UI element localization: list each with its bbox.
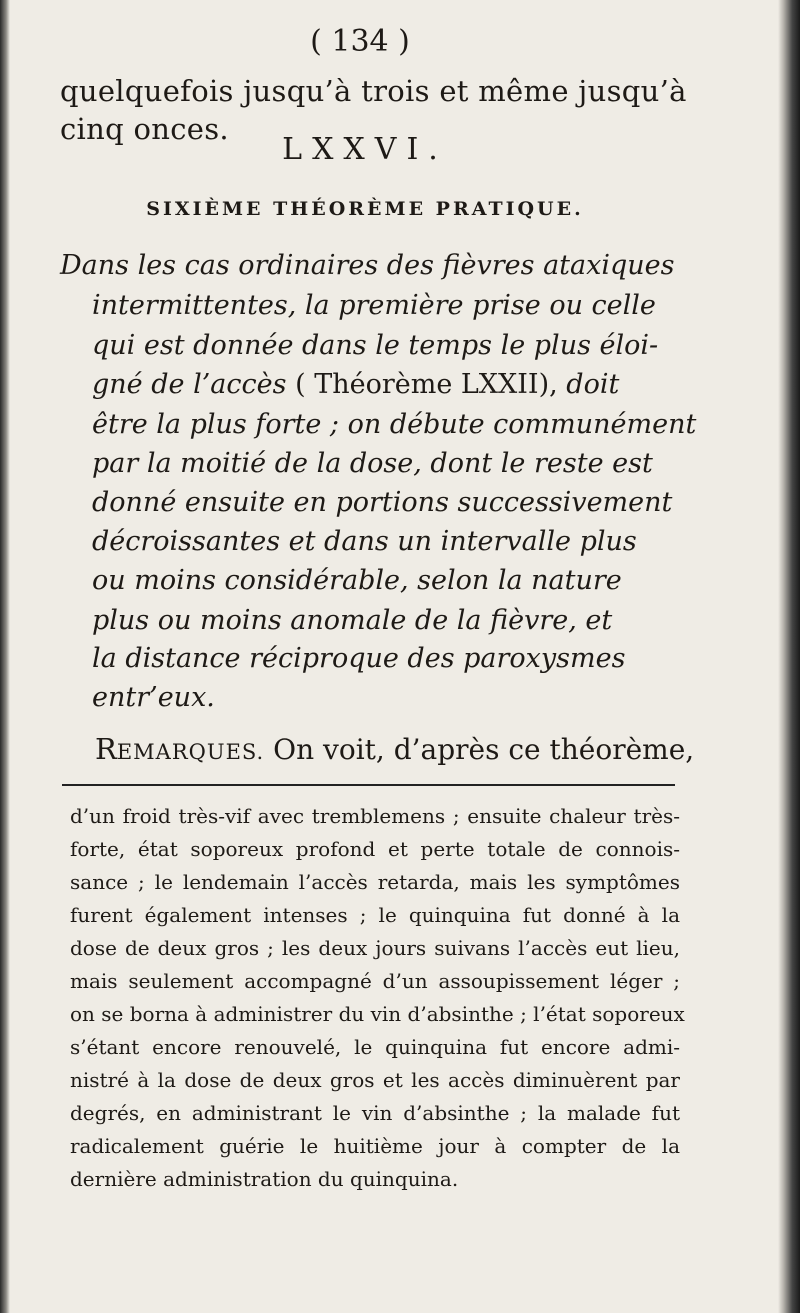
- footnote-line-1: d’un froid très-vif avec tremblemens ; ensuite chaleur très-: [70, 804, 680, 828]
- theorem-line-4-end: doit: [566, 369, 620, 400]
- theorem-line-7: donné ensuite en portions successivement: [92, 487, 673, 518]
- page-number: ( 134 ): [310, 24, 410, 59]
- footnote-line-2: forte, état soporeux profond et perte totale de connois-: [70, 837, 680, 861]
- footnote-line-10: degrés, en administrant le vin d’absinthe ; la malade fut: [70, 1101, 680, 1125]
- theorem-reference: ( Théorème LXXII),: [295, 369, 558, 400]
- footnote-rule: [62, 784, 675, 786]
- remarks-text: On voit, d’après ce théorème,: [273, 733, 695, 766]
- footnote-line-11: radicalement guérie le huitième jour à compter de la: [70, 1134, 680, 1158]
- theorem-line-11: la distance réciproque des paroxysmes: [92, 643, 626, 674]
- theorem-line-3: qui est donnée dans le temps le plus éloi-: [92, 330, 659, 361]
- remarks-initial: R: [95, 732, 117, 766]
- footnote-line-8: s’étant encore renouvelé, le quinquina fut encore admi-: [70, 1035, 680, 1059]
- page-right-edge: [778, 0, 800, 1313]
- footnote-line-3: sance ; le lendemain l’accès retarda, mais les symptômes: [70, 870, 680, 894]
- theorem-line-9: ou moins considérable, selon la nature: [92, 565, 622, 596]
- footnote-line-4: furent également intenses ; le quinquina fut donné à la: [70, 903, 680, 927]
- remarks-line: [95, 732, 694, 766]
- theorem-line-4: [92, 369, 619, 400]
- theorem-line-6: par la moitié de la dose, dont le reste est: [92, 448, 653, 479]
- theorem-line-2: intermittentes, la première prise ou celle: [92, 290, 656, 321]
- theorem-line-4-text: gné de l’accès: [92, 369, 287, 400]
- section-number: LXXVI.: [282, 132, 448, 167]
- footnote-line-12: dernière administration du quinquina.: [70, 1167, 459, 1191]
- theorem-line-1: Dans les cas ordinaires des fièvres ataxiques: [60, 250, 675, 281]
- theorem-line-8: décroissantes et dans un intervalle plus: [92, 526, 637, 557]
- theorem-line-10: plus ou moins anomale de la fièvre, et: [92, 605, 613, 636]
- footnote-line-7: on se borna à administrer du vin d’absinthe ; l’état soporeux: [70, 1002, 685, 1026]
- theorem-line-12: entr’eux.: [92, 682, 215, 713]
- theorem-line-5: être la plus forte ; on débute communément: [92, 409, 697, 440]
- continuation-line-2: cinq onces.: [60, 112, 229, 146]
- remarks-heading: EMARQUES.: [116, 740, 265, 764]
- footnote-line-5: dose de deux gros ; les deux jours suivans l’accès eut lieu,: [70, 936, 680, 960]
- footnote-line-6: mais seulement accompagné d’un assoupissement léger ;: [70, 969, 680, 993]
- continuation-line-1: quelquefois jusqu’à trois et même jusqu’à: [60, 74, 687, 108]
- section-title: SIXIÈME THÉORÈME PRATIQUE.: [146, 198, 584, 220]
- footnote-line-9: nistré à la dose de deux gros et les accès diminuèrent par: [70, 1068, 680, 1092]
- page-left-edge: [0, 0, 10, 1313]
